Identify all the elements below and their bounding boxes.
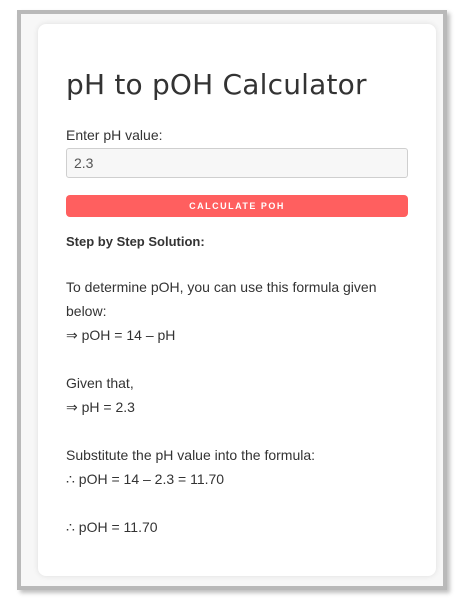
given-label: Given that,	[66, 375, 134, 391]
calculator-card	[38, 24, 436, 576]
ph-input[interactable]	[66, 148, 408, 178]
solution-heading: Step by Step Solution:	[66, 234, 205, 249]
calculate-poh-button[interactable]: CALCULATE POH	[66, 195, 408, 217]
spacer	[66, 491, 408, 515]
ph-input-label: Enter pH value:	[66, 127, 163, 143]
intro-line-1: To determine pOH, you can use this formula given	[66, 279, 377, 295]
spacer	[66, 347, 408, 371]
substitute-label: Substitute the pH value into the formula:	[66, 447, 316, 463]
given-value: ⇒ pH = 2.3	[66, 399, 135, 415]
formula-line: ⇒ pOH = 14 – pH	[66, 327, 176, 343]
solution-section	[66, 234, 408, 539]
substitute-value: ∴ pOH = 14 – 2.3 = 11.70	[66, 471, 225, 487]
spacer	[66, 419, 408, 443]
screenshot-frame	[17, 10, 447, 590]
intro-line-2: below:	[66, 303, 107, 319]
result-line: ∴ pOH = 11.70	[66, 519, 158, 535]
page-title: pH to pOH Calculator	[66, 68, 367, 101]
